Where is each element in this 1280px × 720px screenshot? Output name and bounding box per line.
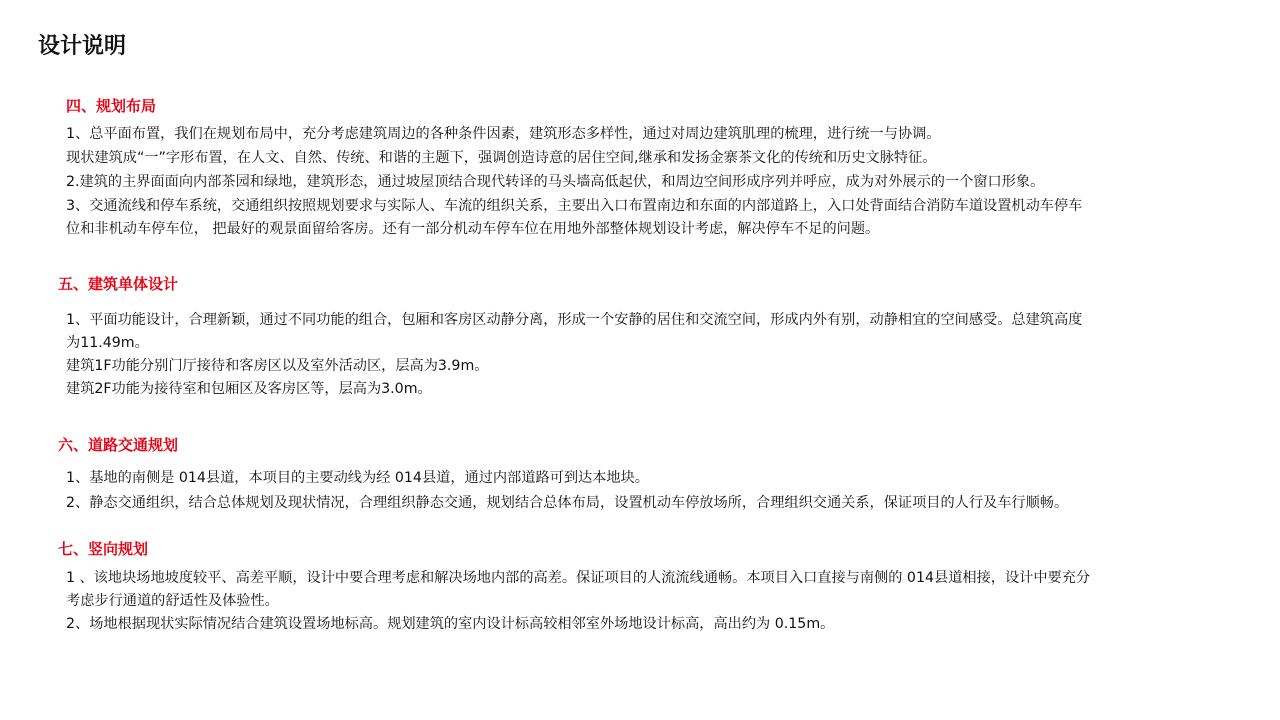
section-6-line-2: 2、静态交通组织，结合总体规划及现状情况，合理组织静态交通，规划结合总体布局，设置机动车停放场所，合理组织交通关系，保证项目的人行及车行顺畅。 — [66, 495, 1069, 511]
section-5-line-1: 1、平面功能设计，合理新颖，通过不同功能的组合，包厢和客房区动静分离，形成一个安静的居住和交流空间，形成内外有别，动静相宜的空间感受。总建筑高度 — [66, 312, 1083, 328]
section-5-line-4: 建筑2F功能为接待室和包厢区及客房区等，层高为3.0m。 — [66, 381, 432, 397]
section-heading-vertical-planning: 七、竖向规划 — [58, 540, 149, 558]
section-4-line-2: 现状建筑成“一”字形布置，在人文、自然、传统、和谐的主题下，强调创造诗意的居住空间,继承和发扬金寨茶文化的传统和历史文脉特征。 — [66, 150, 937, 166]
section-5-line-3: 建筑1F功能分别门厅接待和客房区以及室外活动区，层高为3.9m。 — [66, 358, 489, 374]
section-heading-road-traffic: 六、道路交通规划 — [58, 436, 179, 454]
section-4-line-5: 位和非机动车停车位， 把最好的观景面留给客房。还有一部分机动车停车位在用地外部整体规划设计考虑，解决停车不足的问题。 — [66, 221, 880, 237]
section-7-line-3: 2、场地根据现状实际情况结合建筑设置场地标高。规划建筑的室内设计标高较相邻室外场地设计标高，高出约为 0.15m。 — [66, 616, 835, 632]
section-6-line-1: 1、基地的南侧是 014县道，本项目的主要动线为经 014县道，通过内部道路可到达本地块。 — [66, 470, 649, 486]
section-5-line-2: 为11.49m。 — [66, 335, 149, 351]
section-4-line-1: 1、总平面布置，我们在规划布局中，充分考虑建筑周边的各种条件因素，建筑形态多样性，通过对周边建筑肌理的梳理，进行统一与协调。 — [66, 126, 941, 142]
section-heading-building-design: 五、建筑单体设计 — [58, 275, 179, 293]
section-7-line-2: 考虑步行通道的舒适性及体验性。 — [66, 593, 279, 609]
page-title: 设计说明 — [38, 34, 127, 59]
section-7-line-1: 1 、该地块场地坡度较平、高差平顺，设计中要合理考虑和解决场地内部的高差。保证项目的人流流线通畅。本项目入口直接与南侧的 014县道相接，设计中要充分 — [66, 570, 1091, 586]
section-4-line-3: 2.建筑的主界面面向内部茶园和绿地，建筑形态，通过坡屋顶结合现代转译的马头墙高低起伏，和周边空间形成序列并呼应，成为对外展示的一个窗口形象。 — [66, 174, 1045, 190]
section-heading-planning-layout: 四、规划布局 — [66, 97, 157, 115]
section-4-line-4: 3、交通流线和停车系统，交通组织按照规划要求与实际人、车流的组织关系，主要出入口布置南边和东面的内部道路上，入口处背面结合消防车道设置机动车停车 — [66, 198, 1083, 214]
